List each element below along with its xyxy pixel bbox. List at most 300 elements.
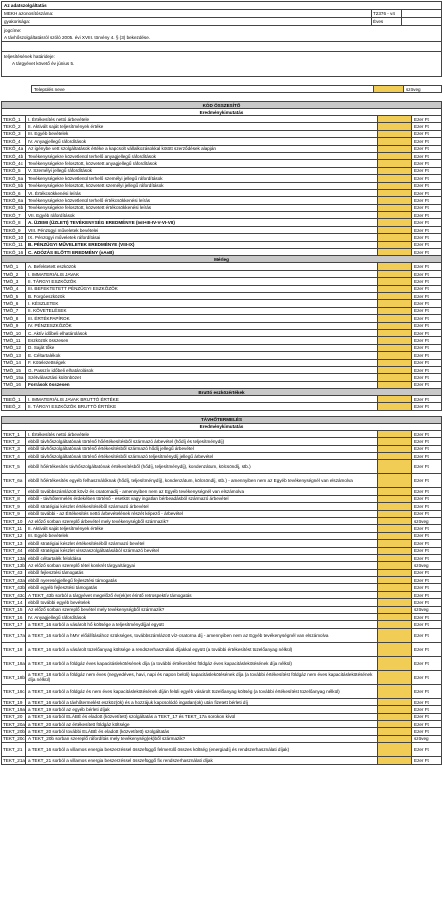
section-title: Eredménykimutatás [2, 109, 441, 116]
row-code: TEKT_43a [3, 577, 25, 583]
row-description: A TEKT_43b sorból a tárgyévet megelőző év(ek)et érintő retrospektív támogatás [28, 592, 192, 598]
tavho-subtitle: Eredménykimutatás [2, 424, 441, 431]
value-input[interactable] [377, 360, 411, 366]
row-unit: Ezer Ft [411, 300, 441, 306]
row-unit: Ezer Ft [411, 138, 441, 144]
row-description: E. Céltartalékok [28, 352, 61, 358]
value-input[interactable] [377, 352, 411, 358]
row-unit: Ezer Ft [411, 315, 441, 321]
table-row [2, 308, 441, 315]
value-input[interactable] [377, 278, 411, 284]
row-description: III. ÉRTÉKPAPÍROK [28, 315, 70, 321]
table-row [2, 643, 441, 657]
row-unit: Ezer Ft [411, 278, 441, 284]
mekh-empty [401, 10, 441, 17]
row-description: a TEKT_18 sorból a földgáz és nem éves kapacitáslekötésének díján felüli egyéb vásárolt tüzelőanyag költség (a további értékesítést tüzelőanyag nélkül) [28, 688, 340, 694]
row-code: TEKT_16 [2, 614, 26, 620]
row-code: TEKT_2 [2, 438, 26, 444]
row-code: TEKÖ_2 [2, 123, 26, 129]
row-code: TEKÖ_5a [2, 175, 26, 181]
value-input[interactable] [377, 205, 411, 211]
row-code: TMÖ_12 [2, 345, 26, 351]
table-row [2, 330, 441, 337]
row-description: Tevékenységekre felosztott, közvetett anyagjellegű ráfordítások [28, 161, 157, 167]
row-code: TMÖ_5 [2, 293, 26, 299]
table-row [2, 382, 441, 389]
value-input[interactable] [377, 131, 411, 137]
value-input[interactable] [377, 190, 411, 196]
value-input[interactable] [377, 540, 411, 546]
row-description: ebből hőértékesítés távhőszolgáltatónak értékesítésből (hődíj, teljesítménydíj), kondenzátum, kölcsöndíj, stb.) [28, 464, 251, 470]
row-unit: Ezer Ft [411, 219, 441, 225]
row-description: ebből nyereségjellegű fejlesztési támogatás [28, 577, 117, 583]
row-unit: Ezer Ft [411, 160, 441, 166]
row-description: III. Egyéb bevételek [28, 533, 69, 539]
row-unit: Ezer Ft [411, 367, 441, 373]
table-row [2, 403, 441, 410]
value-input[interactable] [377, 728, 411, 734]
row-unit: Ezer Ft [411, 249, 441, 255]
row-unit: Ezer Ft [411, 671, 441, 684]
row-code: TEKT_17a [2, 629, 26, 642]
value-input[interactable] [377, 474, 411, 487]
table-row [2, 699, 441, 706]
row-code: TEKÖ_4c [2, 160, 26, 166]
value-input[interactable] [377, 736, 411, 742]
row-code: TEKT_19a [3, 706, 25, 712]
row-unit: Ezer Ft [411, 474, 441, 487]
row-unit: Ezer Ft [411, 525, 441, 531]
table-row [2, 271, 441, 278]
row-description: ebből céltartalék feloldása [28, 555, 82, 561]
row-description: C. Aktív időbeli elhatárolások [28, 330, 87, 336]
row-unit: Ezer Ft [411, 488, 441, 494]
row-code: TEKÖ_10 [2, 234, 26, 240]
value-input[interactable] [377, 671, 411, 684]
row-unit: Ezer Ft [411, 330, 441, 336]
value-input[interactable] [377, 293, 411, 299]
row-unit: Ezer Ft [411, 629, 441, 642]
header-title-row [2, 2, 441, 10]
row-code: TEKT_20a [3, 721, 25, 727]
table-row [2, 607, 441, 614]
value-input[interactable] [377, 367, 411, 373]
value-input[interactable] [377, 160, 411, 166]
value-input[interactable] [377, 116, 411, 122]
value-input[interactable] [377, 382, 411, 388]
table-row [2, 396, 441, 403]
row-code: TEKT_43b [3, 585, 25, 591]
value-input[interactable] [377, 345, 411, 351]
table-row [2, 300, 441, 307]
row-unit: Ezer Ft [411, 431, 441, 437]
row-code: TMÖ_8 [2, 315, 26, 321]
value-input[interactable] [377, 453, 411, 459]
value-input[interactable] [377, 308, 411, 314]
table-row [2, 736, 441, 743]
value-input[interactable] [377, 153, 411, 159]
row-description: a TEKT_16 sorból a hMV előállításához szükséges, továbbszámlázott víz-csatorna díj - amennyiben nem az Egyéb tevékenységnél van elszámolva [28, 632, 329, 638]
value-input[interactable] [377, 300, 411, 306]
row-code: TEKT_44 [2, 548, 26, 554]
row-description: IV. PÉNZESZKÖZÖK [28, 323, 72, 329]
row-code: TMÖ_4 [2, 286, 26, 292]
row-code: TEKT_21 [2, 743, 26, 756]
row-code: TEKT_12 [2, 533, 26, 539]
value-input[interactable] [377, 525, 411, 531]
row-code: TEKT_18a [2, 657, 26, 670]
row-unit: Ezer Ft [411, 706, 441, 712]
table-row [2, 496, 441, 503]
deadline-text: A tárgyévet követő év június 5. [12, 61, 75, 66]
row-description: II. TÁRGYI ESZKÖZÖK BRUTTÓ ÉRTÉKE [28, 404, 117, 410]
row-unit: Ezer Ft [411, 446, 441, 452]
row-code: TEKT_11 [2, 525, 26, 531]
value-input[interactable] [377, 446, 411, 452]
row-unit: Ezer Ft [411, 205, 441, 211]
row-unit: szöveg [411, 562, 441, 568]
row-description: A. ÜZEMI (ÜZLETI) TEVÉKENYSÉG EREDMÉNYE (I±II+III-IV-V-VI-VII) [28, 220, 175, 226]
table-row [2, 123, 441, 130]
row-unit: Ezer Ft [411, 337, 441, 343]
row-unit: Ezer Ft [411, 197, 441, 203]
row-unit: Ezer Ft [411, 360, 441, 366]
row-unit: Ezer Ft [411, 183, 441, 189]
row-code: TEKT_18b [2, 671, 26, 684]
value-input[interactable] [377, 138, 411, 144]
row-code: TEKT_5 [2, 460, 26, 473]
value-input[interactable] [377, 271, 411, 277]
table-row [2, 168, 441, 175]
freq-label: gyakorisága: [4, 19, 31, 24]
row-description: Tevékenységekre közvetlenül terhelő személyi jellegű ráfordítások [28, 175, 163, 181]
value-input[interactable] [377, 197, 411, 203]
row-description: ebből távhőszolgáltatónak történő hőértékesítésből származó árbevétel (hődíj és teljesítménydíj) [28, 438, 225, 444]
row-unit: szöveg [411, 607, 441, 613]
table-row [2, 190, 441, 197]
row-unit: Ezer Ft [411, 540, 441, 546]
section-title: Bruttó eszközértékek [2, 389, 441, 396]
row-unit: Ezer Ft [411, 643, 441, 656]
row-description: Eszközök összesen [28, 338, 69, 344]
row-unit: Ezer Ft [411, 584, 441, 590]
row-description: Tevékenységekre felosztott, közvetett személyi jellegű ráfordítások [28, 183, 164, 189]
row-unit: Ezer Ft [411, 503, 441, 509]
value-input[interactable] [377, 496, 411, 502]
row-description: ebből stratégiai készlet értékesítéséből származó bevétel [28, 540, 145, 546]
table-row [2, 431, 441, 438]
table-row [2, 242, 441, 249]
table-row [2, 540, 441, 547]
table-row [2, 453, 441, 460]
table-row [2, 599, 441, 606]
value-input[interactable] [377, 330, 411, 336]
value-input[interactable] [377, 511, 411, 517]
value-input[interactable] [377, 743, 411, 756]
value-input[interactable] [377, 263, 411, 269]
row-description: ebből stratégiai készlet értékesítéséből származó árbevétel [28, 503, 149, 509]
table-row [2, 175, 441, 182]
row-code: TEKT_1 [2, 431, 26, 437]
value-input[interactable] [377, 518, 411, 524]
row-unit: Ezer Ft [411, 511, 441, 517]
row-description: Tevékenységekre közvetlenül terhelő anyagjellegű ráfordítások [28, 153, 156, 159]
table-row [2, 474, 441, 488]
value-input[interactable] [377, 757, 411, 763]
row-unit: Ezer Ft [411, 533, 441, 539]
value-input[interactable] [377, 548, 411, 554]
row-description: B. PÉNZÜGYI MŰVELETEK EREDMÉNYE (VIII-IX) [28, 242, 135, 248]
value-input[interactable] [377, 212, 411, 218]
row-code: TEKT_15 [2, 607, 26, 613]
table-row [2, 131, 441, 138]
row-code: TMÖ_14 [2, 360, 26, 366]
value-input[interactable] [377, 706, 411, 712]
row-code: TEKT_18 [2, 643, 26, 656]
row-code: TEKT_3 [2, 446, 26, 452]
value-input[interactable] [377, 234, 411, 240]
value-input[interactable] [377, 323, 411, 329]
table-row [2, 337, 441, 344]
value-input[interactable] [377, 460, 411, 473]
row-unit: Ezer Ft [411, 212, 441, 218]
row-unit: Ezer Ft [411, 714, 441, 720]
basis-label: jogcíme: [4, 27, 22, 33]
row-unit: Ezer Ft [411, 438, 441, 444]
row-description: Az igénybe vett szolgáltatások értéke a kapcsolt vállalkozásokkal kötött szerződések alapján [28, 146, 216, 152]
freq-empty [401, 18, 441, 25]
row-unit: Ezer Ft [411, 242, 441, 248]
table-row [2, 227, 441, 234]
row-description: a TEKT_16 sorból a vásárolt tüzelőanyag költsége a rendszerhasználati díjakkal együtt (a további értékesítést tüzelőanyag nélkül) [28, 646, 293, 652]
table-row [2, 743, 441, 757]
value-input[interactable] [377, 242, 411, 248]
row-code: TEKÖ_9 [2, 227, 26, 233]
table-row [2, 503, 441, 510]
value-input[interactable] [377, 403, 411, 409]
value-input[interactable] [377, 146, 411, 152]
table-row [2, 374, 441, 381]
value-input[interactable] [377, 533, 411, 539]
value-input[interactable] [377, 714, 411, 720]
row-description: ebből továbbszámlázott kövíz és csatornadíj - amennyiben nem az Egyéb tevékenységnél van elszámolva [28, 489, 245, 495]
row-code: TEKÖ_5 [2, 168, 26, 174]
row-unit: Ezer Ft [411, 396, 441, 402]
value-input[interactable] [377, 607, 411, 613]
value-input[interactable] [377, 721, 411, 727]
form-header [1, 1, 442, 77]
row-code: TEKÖ_8 [2, 219, 26, 225]
table-row [2, 278, 441, 285]
value-input[interactable] [377, 562, 411, 568]
row-code: TEKÖ_4b [2, 153, 26, 159]
value-input[interactable] [377, 488, 411, 494]
table-row [2, 219, 441, 226]
table-row [2, 234, 441, 241]
row-description: II. Aktivált saját teljesítmények értéke [28, 526, 104, 532]
table-row [2, 438, 441, 445]
value-input[interactable] [377, 168, 411, 174]
row-description: Tevékenységekre felosztott, közvetett értékcsökkenési leírás [28, 205, 152, 211]
row-code: TMÖ_13 [2, 352, 26, 358]
settlement-unit: szöveg [403, 86, 441, 92]
row-code: TMÖ_9 [2, 323, 26, 329]
freq-row [2, 18, 441, 26]
value-input[interactable] [377, 249, 411, 255]
row-unit: Ezer Ft [411, 345, 441, 351]
row-unit: Ezer Ft [411, 570, 441, 576]
value-input[interactable] [377, 629, 411, 642]
row-unit: Ezer Ft [411, 657, 441, 670]
basis-row [2, 34, 441, 42]
table-row [2, 721, 441, 728]
table-row [2, 286, 441, 293]
table-row [2, 460, 441, 474]
value-input[interactable] [377, 286, 411, 292]
row-code: TEKÖ_5b [2, 183, 26, 189]
row-description: Tevékenységekre közvetlenül terhelő értékcsökkenési leírás [28, 197, 151, 203]
settlement-row [31, 85, 442, 93]
row-description: I. IMMATERIÁLIS JAVAK BRUTTÓ ÉRTÉKE [28, 396, 119, 402]
table-row [2, 592, 441, 599]
row-description: I. KÉSZLETEK [28, 301, 59, 307]
value-input[interactable] [377, 183, 411, 189]
row-unit: Ezer Ft [411, 263, 441, 269]
row-code: TEKT_13a [3, 555, 25, 561]
row-description: C. ADÓZÁS ELŐTTI EREDMÉNY (±A±B) [28, 249, 114, 255]
value-input[interactable] [377, 315, 411, 321]
value-input[interactable] [377, 337, 411, 343]
table-row [2, 714, 441, 721]
row-code: TEKT_13 [2, 540, 26, 546]
table-row [2, 446, 441, 453]
value-input[interactable] [377, 685, 411, 698]
value-input[interactable] [377, 599, 411, 605]
row-code: TMÖ_6 [2, 300, 26, 306]
row-description: V. Személyi jellegű ráfordítások [28, 168, 92, 174]
row-description: A TEKT_20b sorban szereplő ráfordítás mely tevékenység(ek)ből származik? [28, 736, 186, 742]
value-input[interactable] [377, 431, 411, 437]
row-code: TEKT_20b [3, 729, 25, 735]
mekh-code: T2376 - v4 [371, 10, 401, 17]
section-title: Mérleg [2, 256, 441, 263]
value-input[interactable] [377, 621, 411, 627]
row-code: TMÖ_3 [2, 278, 26, 284]
table-row [2, 153, 441, 160]
table-row [2, 511, 441, 518]
row-unit: Ezer Ft [411, 721, 441, 727]
row-unit: Ezer Ft [411, 308, 441, 314]
deadline-text-box [2, 60, 441, 77]
table-row [2, 657, 441, 671]
row-code: TEKÖ_6 [2, 190, 26, 196]
value-input[interactable] [377, 577, 411, 583]
table-row [2, 488, 441, 495]
row-code: TMÖ_11 [2, 337, 26, 343]
table-row [2, 212, 441, 219]
row-code: TEKT_7 [2, 488, 26, 494]
table-row [2, 518, 441, 525]
value-input[interactable] [377, 219, 411, 225]
row-code: TEKT_21a [3, 757, 25, 763]
value-input[interactable] [377, 374, 411, 380]
tavho-title: TÁVHŐTERMELÉS [2, 417, 441, 424]
row-description: F. Kötelezettségek [28, 360, 66, 366]
row-unit: Ezer Ft [411, 352, 441, 358]
row-description: ebből stratégiai készlet visszaszolgáltatásából származó bevétel [28, 548, 159, 554]
row-description: II. KÖVETELÉSEK [28, 308, 67, 314]
table-row [2, 629, 441, 643]
table-row [2, 360, 441, 367]
row-description: a TEKT_18 sorból a földgáz éves kapacitáslekötésének díja (a további értékesítést földgáz éves kapacitáslekötésének díja nélkül) [28, 660, 292, 666]
value-input[interactable] [377, 584, 411, 590]
value-input[interactable] [377, 396, 411, 402]
row-code: TEKÖ_6b [2, 205, 26, 211]
row-code: TEKT_9 [2, 503, 26, 509]
value-input[interactable] [377, 570, 411, 576]
table-row [2, 548, 441, 555]
row-unit: Ezer Ft [411, 168, 441, 174]
row-unit: Ezer Ft [411, 153, 441, 159]
row-description: ebből hőértékesítés egyéb felhasználóknak (hődíj, teljesítménydíj), kondenzátum, kölcsöndíj, stb.) - amennyiben nem az Egyéb tevékenységnél van elszámolva [28, 478, 353, 484]
table-row [2, 577, 441, 584]
value-input[interactable] [377, 614, 411, 620]
row-code: TEKT_17 [2, 621, 26, 627]
row-code: TEKT_9 [2, 511, 26, 517]
row-description: Az előző sorban szereplő bevétel mely tevékenységből származik? [28, 607, 165, 613]
row-unit: Ezer Ft [411, 699, 441, 705]
value-input[interactable] [377, 503, 411, 509]
tavhotermeles-table [1, 416, 442, 765]
row-description: a TEKT_16 sorból ELÁBÉ és eladott (közvetített) szolgáltatás a TEKT_17 és TEKT_17a sorokon kívül [28, 714, 236, 720]
value-input[interactable] [377, 438, 411, 444]
value-input[interactable] [377, 555, 411, 561]
table-row [2, 116, 441, 123]
settlement-input[interactable] [373, 86, 403, 92]
row-description: Az előző sorban szereplő árbevétel mely tevékenységből származik? [28, 518, 169, 524]
row-code: TBEÖ_2 [2, 403, 26, 409]
value-input[interactable] [377, 592, 411, 598]
table-row [2, 555, 441, 562]
row-code: TEKT_6a [2, 474, 26, 487]
row-description: IV. Anyagjellegű ráfordítások [28, 138, 87, 144]
row-description: ebből - távhőtermelés érdekében történő - esetköt vagy ingatlan bérbeadásból származó árbevétel [28, 496, 229, 502]
value-input[interactable] [377, 123, 411, 129]
row-description: ebből további egyéb bevételek [28, 599, 91, 605]
value-input[interactable] [377, 699, 411, 705]
value-input[interactable] [377, 643, 411, 656]
table-row [2, 205, 441, 212]
table-row [2, 160, 441, 167]
basis-text: A távhőszolgáltatásról szóló 2005. évi XVIII. törvény 4. § (3) bekezdése. [4, 35, 151, 40]
row-unit: Ezer Ft [411, 757, 441, 763]
table-row [2, 685, 441, 699]
table-row [2, 562, 441, 569]
row-code: TEKÖ_6a [2, 197, 26, 203]
row-code: TMÖ_10 [2, 330, 26, 336]
kod-osszesito-table [1, 101, 442, 411]
table-row [2, 138, 441, 145]
row-unit: Ezer Ft [411, 496, 441, 502]
table-row [2, 728, 441, 735]
value-input[interactable] [377, 175, 411, 181]
row-code: TEKT_19 [2, 699, 26, 705]
value-input[interactable] [377, 657, 411, 670]
row-unit: Ezer Ft [411, 555, 441, 561]
row-code: TEKT_20 [2, 714, 26, 720]
value-input[interactable] [377, 227, 411, 233]
row-description: ebből fejlesztési támogatás [28, 570, 84, 576]
